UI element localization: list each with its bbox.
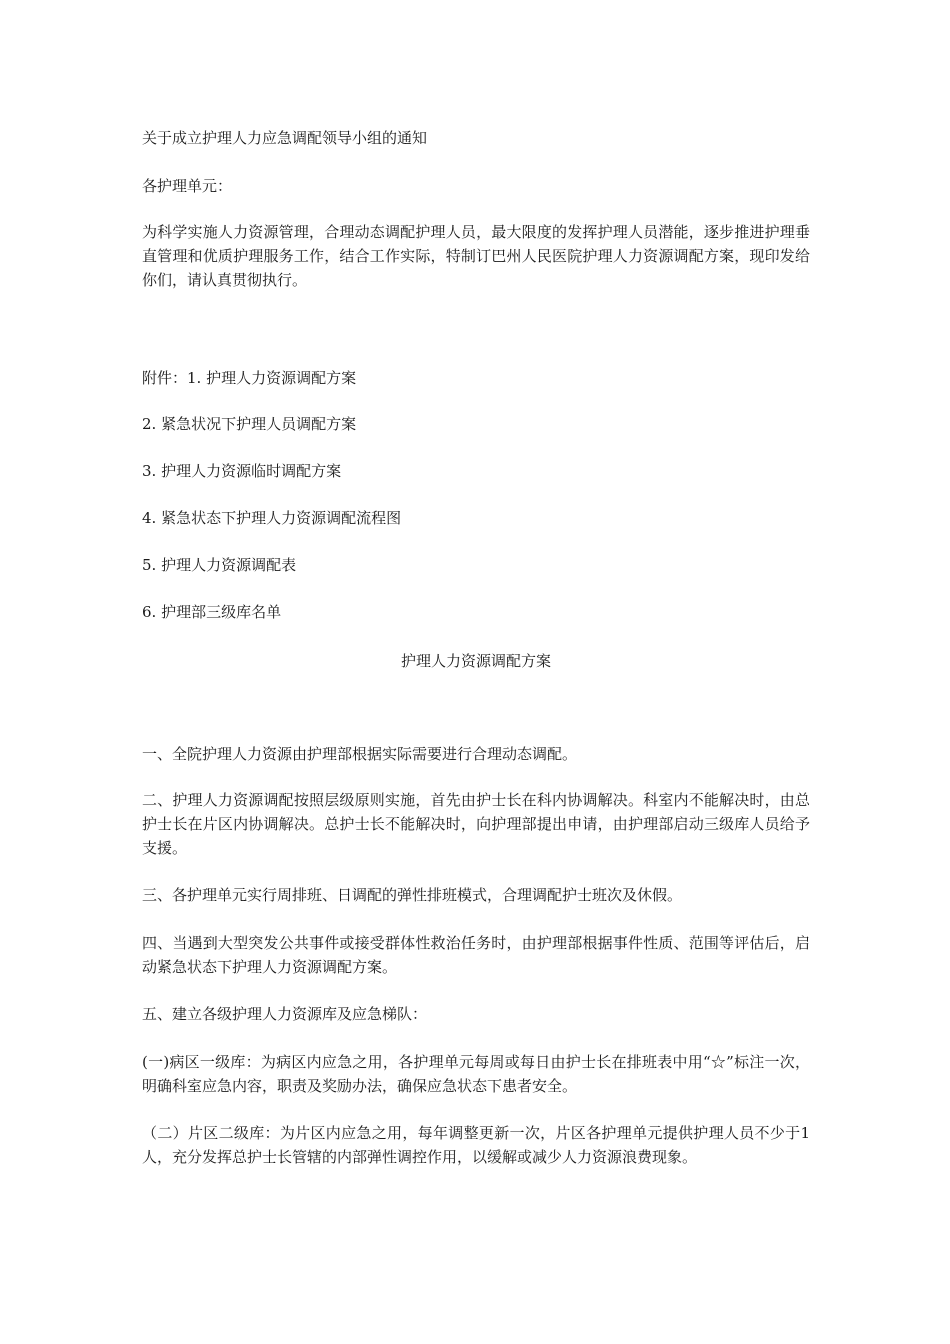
plan-item-4: 四、当遇到大型突发公共事件或接受群体性救治任务时，由护理部根据事件性质、范围等评估后，启动紧急状态下护理人力资源调配方案。 xyxy=(142,934,810,976)
plan-title: 护理人力资源调配方案 xyxy=(400,652,551,670)
attachment-item: 2. 紧急状况下护理人员调配方案 xyxy=(142,415,357,433)
attachment-item: 附件：1. 护理人力资源调配方案 xyxy=(142,369,357,387)
plan-item-6: (一)病区一级库：为病区内应急之用，各护理单元每周或每日由护士长在排班表中用“☆”标注一次，明确科室应急内容，职责及奖励办法，确保应急状态下患者安全。 xyxy=(142,1053,810,1095)
plan-item-2: 二、护理人力资源调配按照层级原则实施，首先由护士长在科内协调解决。科室内不能解决时，由总护士长在片区内协调解决。总护士长不能解决时，向护理部提出申请，由护理部启动三级库人员给予支援。 xyxy=(142,791,810,857)
attachment-item: 3. 护理人力资源临时调配方案 xyxy=(142,462,342,480)
attachment-item: 6. 护理部三级库名单 xyxy=(142,603,282,621)
notice-title: 关于成立护理人力应急调配领导小组的通知 xyxy=(142,129,428,147)
plan-item-5: 五、建立各级护理人力资源库及应急梯队： xyxy=(142,1005,428,1023)
notice-salutation: 各护理单元： xyxy=(142,177,233,195)
plan-item-7: （二）片区二级库：为片区内应急之用，每年调整更新一次，片区各护理单元提供护理人员不少于1人，充分发挥总护士长管辖的内部弹性调控作用，以缓解或减少人力资源浪费现象。 xyxy=(142,1124,810,1166)
plan-item-3: 三、各护理单元实行周排班、日调配的弹性排班模式，合理调配护士班次及休假。 xyxy=(142,886,683,904)
plan-item-1: 一、全院护理人力资源由护理部根据实际需要进行合理动态调配。 xyxy=(142,745,578,763)
notice-body: 为科学实施人力资源管理，合理动态调配护理人员，最大限度的发挥护理人员潜能，逐步推进护理垂直管理和优质护理服务工作，结合工作实际，特制订巴州人民医院护理人力资源调配方案，现印发给你们，请认真贯彻执行。 xyxy=(142,223,810,289)
attachment-item: 5. 护理人力资源调配表 xyxy=(142,556,297,574)
attachment-item: 4. 紧急状态下护理人力资源调配流程图 xyxy=(142,509,402,527)
